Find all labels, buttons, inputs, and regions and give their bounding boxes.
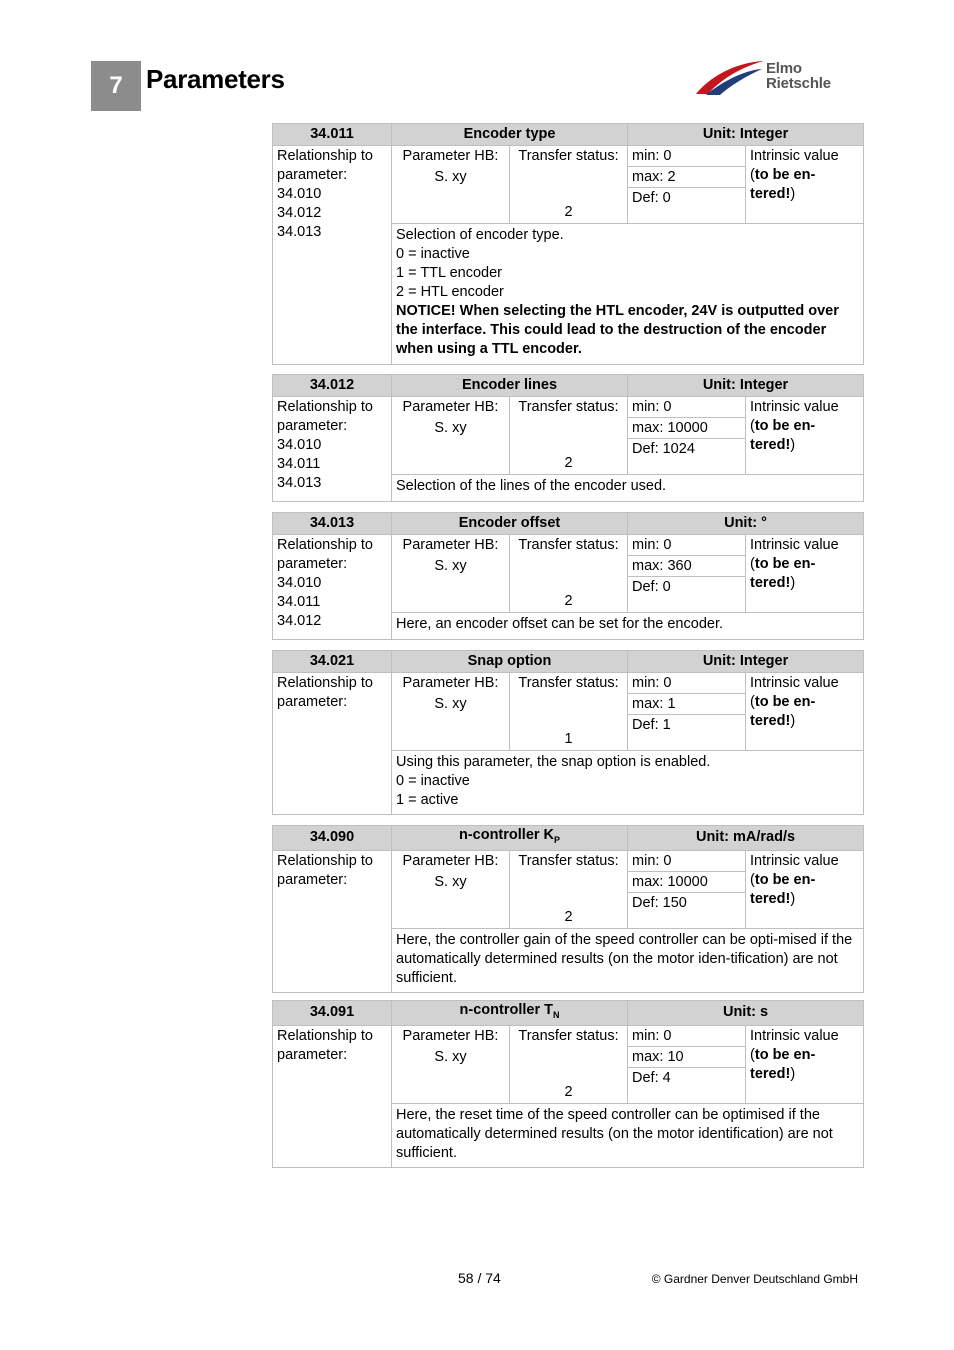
transfer-status-cell: [510, 397, 628, 475]
param-id: 34.013: [273, 513, 392, 535]
parameter-hb-cell: [392, 146, 510, 224]
parameter-hb-cell: [392, 673, 510, 751]
param-unit: Unit: Integer: [628, 124, 864, 146]
description-cell: [392, 224, 864, 365]
related-param: 34.012: [277, 205, 322, 221]
parameter-hb-value: S. xy: [434, 696, 467, 712]
relationship-cell: [273, 397, 392, 502]
related-param: 34.011: [277, 594, 321, 610]
min-max-def-cell: [628, 146, 746, 224]
intrinsic-value-cell: Intrinsic value (to be en-tered!): [746, 397, 864, 475]
param-unit: Unit: Integer: [628, 651, 864, 673]
related-param: 34.010: [277, 437, 322, 453]
description-line: 1 = active: [396, 792, 459, 808]
param-name: Encoder type: [392, 124, 628, 146]
default-value: Def: 1: [632, 717, 671, 733]
logo-line-1: Elmo: [766, 60, 802, 77]
parameter-hb-value: S. xy: [434, 1048, 467, 1065]
relationship-cell: [273, 850, 392, 992]
param-name-subscript: N: [552, 1009, 560, 1020]
parameter-hb-cell: [392, 397, 510, 475]
parameter-table-34.013: [272, 512, 864, 640]
min-max-def-cell: [628, 535, 746, 613]
description-line: Selection of encoder type.: [396, 227, 564, 243]
parameter-table-34.012: [272, 374, 864, 502]
param-name-subscript: P: [554, 834, 561, 845]
intrinsic-value-cell: Intrinsic value (to be en-tered!): [746, 673, 864, 751]
relationship-label: Relationship to parameter:: [277, 675, 373, 710]
related-param: 34.010: [277, 575, 322, 591]
description-cell: [392, 1103, 864, 1167]
param-unit: Unit: °: [628, 513, 864, 535]
transfer-status-value: 2: [564, 593, 573, 609]
relationship-cell: [273, 673, 392, 815]
to-be-entered: to be en-tered!: [750, 556, 816, 591]
parameter-hb-label: Parameter HB:: [402, 852, 499, 869]
page-number: 58 / 74: [458, 1270, 501, 1286]
transfer-status-cell: [510, 146, 628, 224]
transfer-status-value: 2: [564, 204, 573, 220]
to-be-entered: to be en-tered!: [750, 694, 816, 729]
related-param: 34.011: [277, 456, 321, 472]
related-param: 34.012: [277, 613, 322, 629]
chapter-number-badge: 7: [91, 61, 141, 111]
param-id: 34.011: [273, 124, 392, 146]
param-id: 34.012: [273, 375, 392, 397]
parameter-table-34.011: [272, 123, 864, 365]
param-name: Snap option: [392, 651, 628, 673]
max-value: max: 2: [628, 167, 745, 188]
transfer-status-cell: [510, 535, 628, 613]
copyright: © Gardner Denver Deutschland GmbH: [651, 1272, 858, 1286]
notice-text: NOTICE! When selecting the HTL encoder, 24V is outputted over the interface. This could lead to the destruction of the encoder when using a TTL encoder.: [396, 303, 839, 357]
parameter-hb-label: Parameter HB:: [402, 537, 499, 553]
param-id: 34.091: [273, 1001, 392, 1026]
description-line: 0 = inactive: [396, 246, 470, 262]
relationship-cell: [273, 146, 392, 365]
description-line: 0 = inactive: [396, 773, 470, 789]
intrinsic-value-cell: Intrinsic value (to be en-tered!): [746, 146, 864, 224]
parameter-hb-value: S. xy: [434, 558, 467, 574]
param-name: Encoder offset: [392, 513, 628, 535]
relationship-label: Relationship to parameter:: [277, 852, 373, 888]
description-line: 1 = TTL encoder: [396, 265, 502, 281]
parameter-table-34.091: [272, 1000, 864, 1168]
max-value: max: 10000: [628, 418, 745, 439]
parameter-hb-label: Parameter HB:: [402, 399, 499, 415]
transfer-status-value: 1: [564, 731, 573, 747]
param-unit: Unit: s: [628, 1001, 864, 1026]
to-be-entered: to be en-tered!: [750, 418, 816, 453]
parameter-hb-value: S. xy: [434, 420, 467, 436]
intrinsic-value-cell: Intrinsic value (to be en-tered!): [746, 1025, 864, 1103]
default-value: Def: 0: [632, 579, 671, 595]
transfer-status-value: 2: [564, 455, 573, 471]
description-line: Here, the reset time of the speed controller can be optimised if the automatically determined results (on the motor identification) are not sufficient.: [396, 1106, 833, 1161]
transfer-status-label: Transfer status:: [518, 1027, 619, 1044]
relationship-cell: [273, 535, 392, 640]
parameter-hb-label: Parameter HB:: [402, 148, 499, 164]
min-max-def-cell: [628, 673, 746, 751]
default-value: Def: 150: [632, 894, 687, 911]
min-max-def-cell: [628, 397, 746, 475]
transfer-status-label: Transfer status:: [518, 852, 619, 869]
transfer-status-cell: [510, 673, 628, 751]
max-value: max: 1: [628, 694, 745, 715]
intrinsic-value-cell: Intrinsic value (to be en-tered!): [746, 850, 864, 928]
intrinsic-value-cell: Intrinsic value (to be en-tered!): [746, 535, 864, 613]
transfer-status-cell: [510, 1025, 628, 1103]
relationship-label: Relationship to parameter:: [277, 399, 373, 434]
param-name: n-controller $K_P$: [392, 826, 628, 851]
parameter-hb-value: S. xy: [434, 169, 467, 185]
max-value: max: 10000: [628, 872, 745, 893]
min-value: min: 0: [628, 1026, 745, 1047]
transfer-status-label: Transfer status:: [518, 675, 619, 691]
parameter-table-34.090: [272, 825, 864, 993]
description-cell: [392, 751, 864, 815]
param-name: n-controller $T_N$: [392, 1001, 628, 1026]
param-id: 34.021: [273, 651, 392, 673]
description-line: Here, the controller gain of the speed controller can be opti-mised if the automatically determined results (on the motor iden-tification) are not sufficient.: [396, 931, 853, 986]
relationship-label: Relationship to parameter:: [277, 537, 373, 572]
param-name: Encoder lines: [392, 375, 628, 397]
parameter-hb-label: Parameter HB:: [402, 675, 499, 691]
min-value: min: 0: [628, 146, 745, 167]
min-value: min: 0: [628, 673, 745, 694]
default-value: Def: 0: [632, 190, 671, 206]
param-id: 34.090: [273, 826, 392, 851]
max-value: max: 360: [628, 556, 745, 577]
parameter-hb-label: Parameter HB:: [402, 1027, 499, 1044]
relationship-label: Relationship to parameter:: [277, 1027, 373, 1063]
relationship-label: Relationship to parameter:: [277, 148, 373, 183]
param-unit: Unit: Integer: [628, 375, 864, 397]
to-be-entered: to be en-tered!: [750, 1046, 816, 1082]
parameter-hb-cell: [392, 1025, 510, 1103]
default-value: Def: 1024: [632, 441, 695, 457]
transfer-status-label: Transfer status:: [518, 399, 619, 415]
min-max-def-cell: [628, 850, 746, 928]
to-be-entered: to be en-tered!: [750, 871, 816, 907]
min-value: min: 0: [628, 851, 745, 872]
description-cell: [392, 613, 864, 640]
min-value: min: 0: [628, 397, 745, 418]
transfer-status-value: 2: [564, 1083, 573, 1100]
description-line: Using this parameter, the snap option is enabled.: [396, 754, 711, 770]
description-line: 2 = HTL encoder: [396, 284, 504, 300]
transfer-status-value: 2: [564, 908, 573, 925]
related-param: 34.010: [277, 186, 322, 202]
parameter-hb-cell: [392, 535, 510, 613]
page-title: Parameters: [146, 64, 285, 94]
to-be-entered: to be en-tered!: [750, 167, 816, 202]
description-cell: [392, 928, 864, 992]
min-value: min: 0: [628, 535, 745, 556]
relationship-cell: [273, 1025, 392, 1167]
transfer-status-label: Transfer status:: [518, 537, 619, 553]
description-line: Selection of the lines of the encoder used.: [396, 478, 667, 494]
related-param: 34.013: [277, 475, 322, 491]
logo-line-2: Rietschle: [766, 75, 831, 92]
transfer-status-label: Transfer status:: [518, 148, 619, 164]
description-cell: [392, 475, 864, 502]
logo-text: [766, 61, 831, 91]
default-value: Def: 4: [632, 1069, 671, 1086]
max-value: max: 10: [628, 1047, 745, 1068]
param-unit: Unit: mA/rad/s: [628, 826, 864, 851]
parameter-table-34.021: [272, 650, 864, 815]
parameter-hb-cell: [392, 850, 510, 928]
parameter-hb-value: S. xy: [434, 873, 467, 890]
related-param: 34.013: [277, 224, 322, 240]
description-line: Here, an encoder offset can be set for the encoder.: [396, 616, 724, 632]
min-max-def-cell: [628, 1025, 746, 1103]
transfer-status-cell: [510, 850, 628, 928]
